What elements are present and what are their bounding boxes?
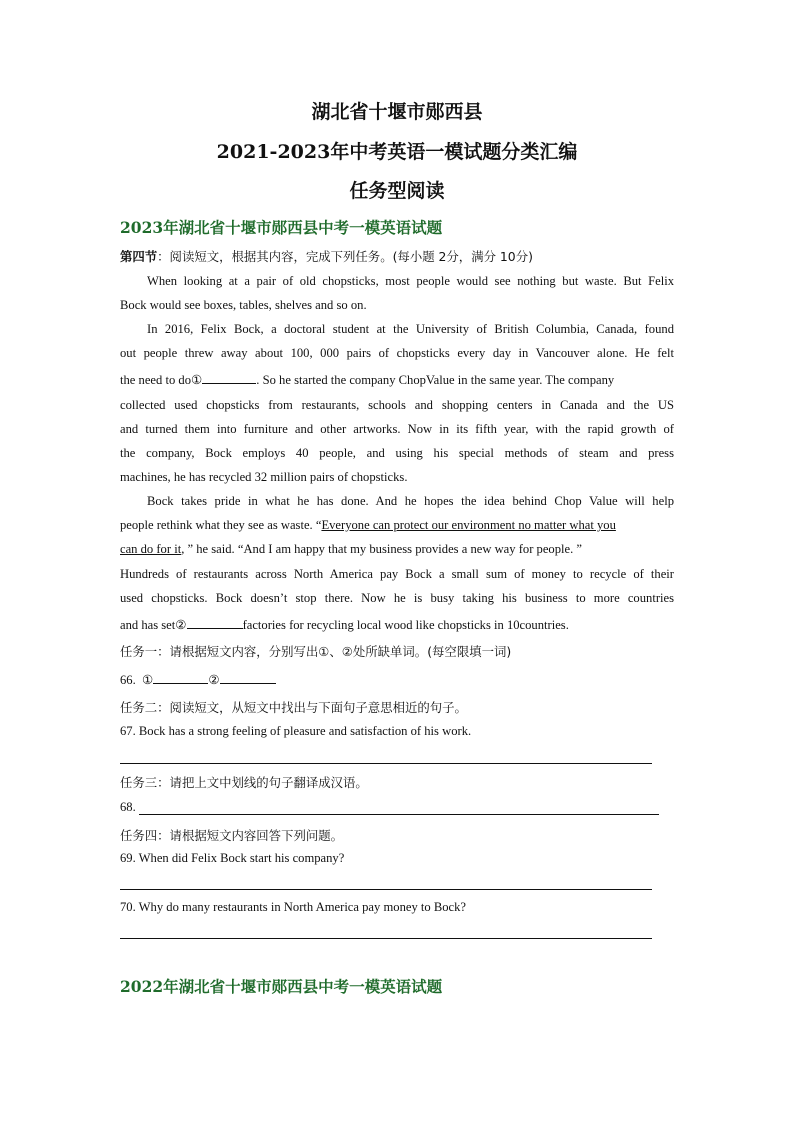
- question-68-number: 68.: [120, 800, 136, 814]
- instruction-label: 第四节: [120, 249, 158, 264]
- passage-line: out people threw away about 100, 000 pairs of chopsticks every day in Vancouver alone. He felt: [120, 346, 674, 360]
- passage-line: machines, he has recycled 32 million pairs of chopsticks.: [120, 470, 408, 484]
- passage-text: . So he started the company ChopValue in the same year. The company: [256, 373, 615, 387]
- answer-blank-1[interactable]: [202, 371, 256, 384]
- answer-line-67[interactable]: [120, 763, 652, 764]
- task-three-instruction: 任务三：请把上文中划线的句子翻译成汉语。: [120, 775, 368, 790]
- question-66: [120, 671, 674, 688]
- answer-line-68[interactable]: [139, 814, 659, 815]
- question-67: 67. Bock has a strong feeling of pleasure and satisfaction of his work.: [120, 724, 472, 738]
- passage-line: used chopsticks. Bock doesn’t stop there. Now he is busy taking his business to more countries: [120, 591, 674, 605]
- blank-marker-2: ②: [208, 673, 220, 687]
- passage-line: the company, Bock employs 40 people, and using his special methods of steam and press: [120, 446, 674, 460]
- passage-line: Bock takes pride in what he has done. And he hopes the idea behind Chop Value will help: [147, 494, 674, 508]
- title-collection: 2021-2023年中考英语一模试题分类汇编: [216, 141, 578, 163]
- passage-text: , ” he said. “And I am happy that my business provides a new way for people. ”: [181, 542, 582, 556]
- passage-line-underlined-start: [120, 518, 674, 533]
- instruction-text: ：阅读短文，根据其内容，完成下列任务。(每小题 2分，满分 10分): [157, 249, 533, 264]
- passage-line: and turned them into furniture and other artworks. Now in its fifth year, with the rapid growth of: [120, 422, 674, 436]
- answer-line-69[interactable]: [120, 889, 652, 890]
- task-four-instruction: 任务四：请根据短文内容回答下列问题。: [120, 828, 344, 843]
- passage-text: people rethink what they see as waste. “: [120, 518, 322, 532]
- passage-line: In 2016, Felix Bock, a doctoral student at the University of British Columbia, Canada, found: [147, 322, 674, 336]
- passage-line: Hundreds of restaurants across North America pay Bock a small sum of money to recycle of their: [120, 567, 674, 581]
- passage-line-underlined-end: [120, 542, 674, 557]
- answer-field-66-2[interactable]: [220, 671, 276, 684]
- blank-marker-1: ①: [142, 673, 154, 687]
- passage-line: When looking at a pair of old chopsticks, most people would see nothing but waste. But Felix: [147, 274, 674, 288]
- title-topic: 任务型阅读: [349, 180, 445, 202]
- passage-line: collected used chopsticks from restaurants, schools and shopping centers in Canada and the US: [120, 398, 674, 412]
- passage-text: factories for recycling local wood like chopsticks in 10countries.: [242, 618, 569, 632]
- passage-line-with-blank-1: [120, 371, 674, 388]
- answer-field-66-1[interactable]: [153, 671, 208, 684]
- instruction-line: [120, 247, 674, 265]
- task-two-instruction: 任务二：阅读短文，从短文中找出与下面句子意思相近的句子。: [120, 700, 467, 715]
- underlined-sentence: can do for it: [120, 542, 182, 556]
- title-location: 湖北省十堰市郧西县: [311, 101, 483, 123]
- answer-line-70[interactable]: [120, 938, 652, 939]
- passage-text: and has set②: [120, 618, 187, 632]
- question-number: 66.: [120, 673, 136, 687]
- question-70: 70. Why do many restaurants in North America pay money to Bock?: [120, 900, 467, 914]
- section-heading-2023: 2023年湖北省十堰市郧西县中考一模英语试题: [120, 218, 443, 237]
- answer-blank-2[interactable]: [187, 616, 243, 629]
- task-one-instruction: 任务一：请根据短文内容，分别写出①、②处所缺单词。(每空限填一词): [120, 644, 512, 659]
- passage-line: Bock would see boxes, tables, shelves and so on.: [120, 298, 367, 312]
- passage-line-with-blank-2: [120, 616, 674, 633]
- passage-text: the need to do①: [120, 373, 203, 387]
- question-69: 69. When did Felix Bock start his company?: [120, 851, 345, 865]
- underlined-sentence: Everyone can protect our environment no matter what you: [321, 518, 616, 532]
- section-heading-2022: 2022年湖北省十堰市郧西县中考一模英语试题: [120, 977, 443, 996]
